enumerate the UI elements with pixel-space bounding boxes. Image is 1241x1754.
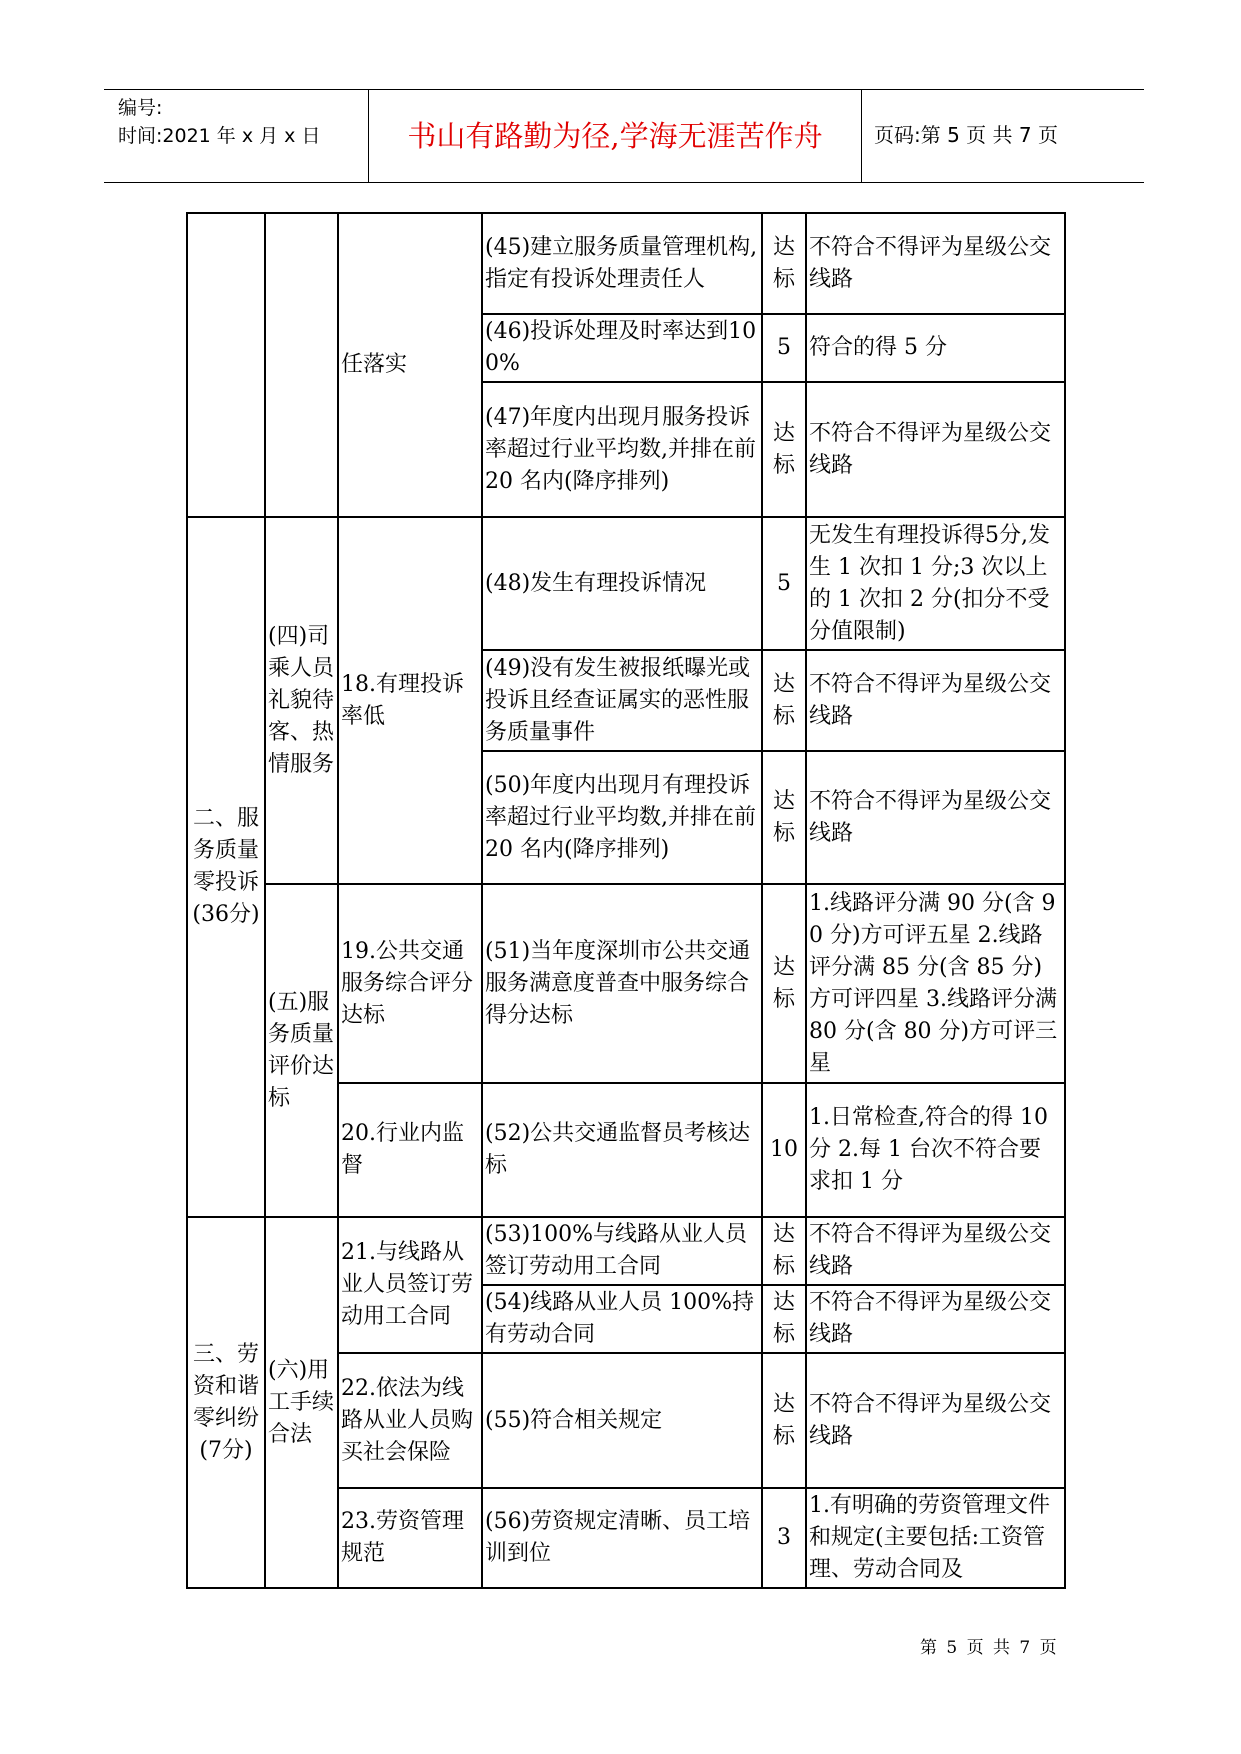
header-divider (861, 90, 862, 182)
evaluation-table (186, 212, 1066, 1589)
score-cell: 达标 (762, 1217, 806, 1285)
item-cell: (52)公共交通监督员考核达标 (482, 1083, 762, 1217)
rule-cell: 符合的得 5 分 (806, 314, 1065, 382)
score-cell: 达标 (762, 650, 806, 751)
section-cell: 二、服务质量零投诉(36分) (187, 517, 265, 1217)
item-cell: (48)发生有理投诉情况 (482, 517, 762, 650)
category-cell: (六)用工手续合法 (265, 1217, 338, 1588)
item-cell: (46)投诉处理及时率达到100% (482, 314, 762, 382)
item-cell: (47)年度内出现月服务投诉率超过行业平均数,并排在前 20 名内(降序排列) (482, 382, 762, 517)
subitem-cell: 18.有理投诉率低 (338, 517, 482, 884)
item-cell: (45)建立服务质量管理机构,指定有投诉处理责任人 (482, 213, 762, 314)
rule-cell: 不符合不得评为星级公交线路 (806, 650, 1065, 751)
category-cell: (四)司乘人员礼貌待客、热情服务 (265, 517, 338, 884)
item-cell: (55)符合相关规定 (482, 1353, 762, 1488)
item-cell: (53)100%与线路从业人员签订劳动用工合同 (482, 1217, 762, 1285)
header-motto: 书山有路勤为径,学海无涯苦作舟 (407, 119, 823, 153)
rule-cell: 无发生有理投诉得5分,发生 1 次扣 1 分;3 次以上的 1 次扣 2 分(扣分不受分值限制) (806, 517, 1065, 650)
rule-cell: 1.日常检查,符合的得 10 分 2.每 1 台次不符合要求扣 1 分 (806, 1083, 1065, 1217)
rule-cell: 1.线路评分满 90 分(含 90 分)方可评五星 2.线路评分满 85 分(含 85 分)方可评四星 3.线路评分满 80 分(含 80 分)方可评三星 (806, 884, 1065, 1083)
rule-cell: 不符合不得评为星级公交线路 (806, 1353, 1065, 1488)
category-cell: (五)服务质量评价达标 (265, 884, 338, 1217)
table-row (187, 1217, 1065, 1285)
score-cell: 3 (762, 1488, 806, 1588)
rule-cell: 不符合不得评为星级公交线路 (806, 213, 1065, 314)
score-cell: 达标 (762, 1353, 806, 1488)
table-row (187, 213, 1065, 314)
rule-cell: 不符合不得评为星级公交线路 (806, 751, 1065, 884)
score-cell: 达标 (762, 884, 806, 1083)
page-header (104, 89, 1144, 183)
rule-cell: 不符合不得评为星级公交线路 (806, 382, 1065, 517)
item-cell: (56)劳资规定清晰、员工培训到位 (482, 1488, 762, 1588)
score-cell: 达标 (762, 1285, 806, 1353)
rule-cell: 1.有明确的劳资管理文件和规定(主要包括:工资管理、劳动合同及 (806, 1488, 1065, 1588)
category-cell (265, 213, 338, 517)
subitem-cell: 23.劳资管理规范 (338, 1488, 482, 1588)
table-row (187, 884, 1065, 1083)
section-cell (187, 213, 265, 517)
score-cell: 10 (762, 1083, 806, 1217)
item-cell: (51)当年度深圳市公共交通服务满意度普查中服务综合得分达标 (482, 884, 762, 1083)
header-page-label: 页码:第 5 页 共 7 页 (874, 123, 1058, 147)
doc-number-label: 编号: (118, 97, 163, 119)
subitem-cell: 22.依法为线路从业人员购买社会保险 (338, 1353, 482, 1488)
score-cell: 5 (762, 517, 806, 650)
rule-cell: 不符合不得评为星级公交线路 (806, 1217, 1065, 1285)
item-cell: (50)年度内出现月有理投诉率超过行业平均数,并排在前 20 名内(降序排列) (482, 751, 762, 884)
section-cell: 三、劳资和谐零纠纷(7分) (187, 1217, 265, 1588)
rule-cell: 不符合不得评为星级公交线路 (806, 1285, 1065, 1353)
item-cell: (49)没有发生被报纸曝光或投诉且经查证属实的恶性服务质量事件 (482, 650, 762, 751)
item-cell: (54)线路从业人员 100%持有劳动合同 (482, 1285, 762, 1353)
subitem-cell: 20.行业内监督 (338, 1083, 482, 1217)
subitem-cell: 任落实 (338, 213, 482, 517)
page-footer: 第 5 页 共 7 页 (920, 1638, 1059, 1658)
table-row (187, 517, 1065, 650)
subitem-cell: 19.公共交通服务综合评分达标 (338, 884, 482, 1083)
doc-time-label: 时间:2021 年 x 月 x 日 (118, 125, 321, 147)
score-cell: 达标 (762, 382, 806, 517)
subitem-cell: 21.与线路从业人员签订劳动用工合同 (338, 1217, 482, 1353)
score-cell: 5 (762, 314, 806, 382)
score-cell: 达标 (762, 213, 806, 314)
score-cell: 达标 (762, 751, 806, 884)
